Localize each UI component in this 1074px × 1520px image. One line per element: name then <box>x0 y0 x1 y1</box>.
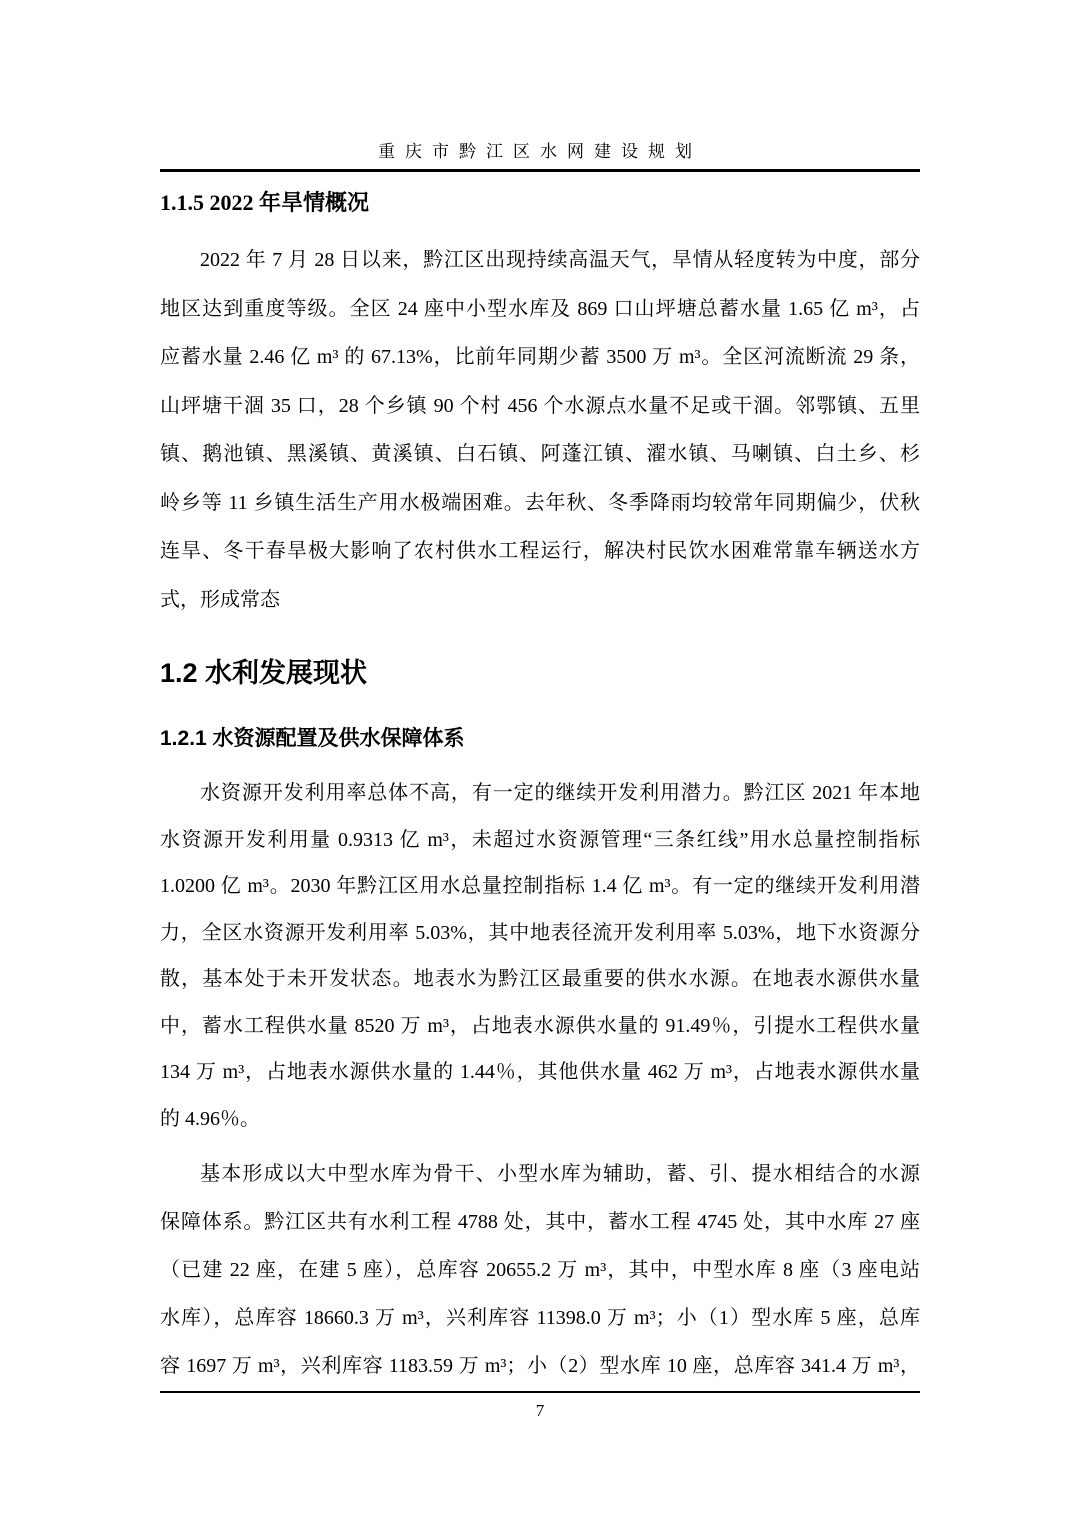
page-header-rule <box>160 169 920 172</box>
paragraph-line: 中，蓄水工程供水量 8520 万 m³，占地表水源供水量的 91.49％，引提水工程供水量 <box>160 1014 920 1037</box>
page-footer-rule <box>160 1391 920 1393</box>
paragraph-line: 镇、鹅池镇、黑溪镇、黄溪镇、白石镇、阿蓬江镇、濯水镇、马喇镇、白土乡、杉 <box>160 443 920 465</box>
paragraph-line: 水资源开发利用量 0.9313 亿 m³，未超过水资源管理“三条红线”用水总量控制指标 <box>160 828 920 851</box>
page-number: 7 <box>535 1401 545 1420</box>
paragraph-line: （已建 22 座，在建 5 座），总库容 20655.2 万 m³，其中，中型水库 8 座（3 座电站 <box>160 1259 920 1281</box>
page-footer <box>160 1391 920 1422</box>
heading-1-2-1: 1.2.1 水资源配置及供水保障体系 <box>160 727 465 750</box>
paragraph-line: 容 1697 万 m³，兴利库容 1183.59 万 m³；小（2）型水库 10 座，总库容 341.4 万 m³， <box>160 1355 920 1377</box>
paragraph-reservoir <box>160 1150 920 1390</box>
paragraph-line: 2022 年 7 月 28 日以来，黔江区出现持续高温天气，旱情从轻度转为中度，部分 <box>200 249 920 271</box>
paragraph-drought <box>160 236 920 624</box>
paragraph-line: 式，形成常态 <box>160 588 280 611</box>
heading-1-1-5: 1.1.5 2022 年旱情概况 <box>160 190 370 215</box>
paragraph-line: 地区达到重度等级。全区 24 座中小型水库及 869 口山坪塘总蓄水量 1.65 亿 m³，占 <box>160 297 920 320</box>
paragraph-line: 连旱、冬干春旱极大影响了农村供水工程运行，解决村民饮水困难常靠车辆送水方 <box>160 540 920 562</box>
paragraph-water-resource <box>160 770 920 1142</box>
paragraph-line: 山坪塘干涸 35 口，28 个乡镇 90 个村 456 个水源点水量不足或干涸。邻鄂镇、五里 <box>160 394 920 417</box>
paragraph-line: 岭乡等 11 乡镇生活生产用水极端困难。去年秋、冬季降雨均较常年同期偏少，伏秋 <box>160 491 920 514</box>
paragraph-line: 1.0200 亿 m³。2030 年黔江区用水总量控制指标 1.4 亿 m³。有一定的继续开发利用潜 <box>160 875 920 897</box>
paragraph-line: 散，基本处于未开发状态。地表水为黔江区最重要的供水水源。在地表水源供水量 <box>160 968 920 990</box>
paragraph-line: 基本形成以大中型水库为骨干、小型水库为辅助，蓄、引、提水相结合的水源 <box>200 1163 920 1185</box>
paragraph-line: 水库），总库容 18660.3 万 m³，兴利库容 11398.0 万 m³；小（1）型水库 5 座，总库 <box>160 1307 920 1329</box>
page-header-title: 重庆市黔江区水网建设规划 <box>378 142 702 161</box>
paragraph-line: 力，全区水资源开发利用率 5.03%，其中地表径流开发利用率 5.03%，地下水资源分 <box>160 921 920 944</box>
paragraph-line: 应蓄水量 2.46 亿 m³ 的 67.13%，比前年同期少蓄 3500 万 m³。全区河流断流 29 条， <box>160 346 920 368</box>
page-content <box>160 0 920 1390</box>
paragraph-line: 水资源开发利用率总体不高，有一定的继续开发利用潜力。黔江区 2021 年本地 <box>200 782 920 804</box>
paragraph-line: 保障体系。黔江区共有水利工程 4788 处，其中，蓄水工程 4745 处，其中水库 27 座 <box>160 1211 920 1233</box>
paragraph-line: 的 4.96％。 <box>160 1107 260 1130</box>
paragraph-line: 134 万 m³，占地表水源供水量的 1.44％，其他供水量 462 万 m³，占地表水源供水量 <box>160 1061 920 1083</box>
heading-1-2: 1.2 水利发展现状 <box>160 658 368 688</box>
